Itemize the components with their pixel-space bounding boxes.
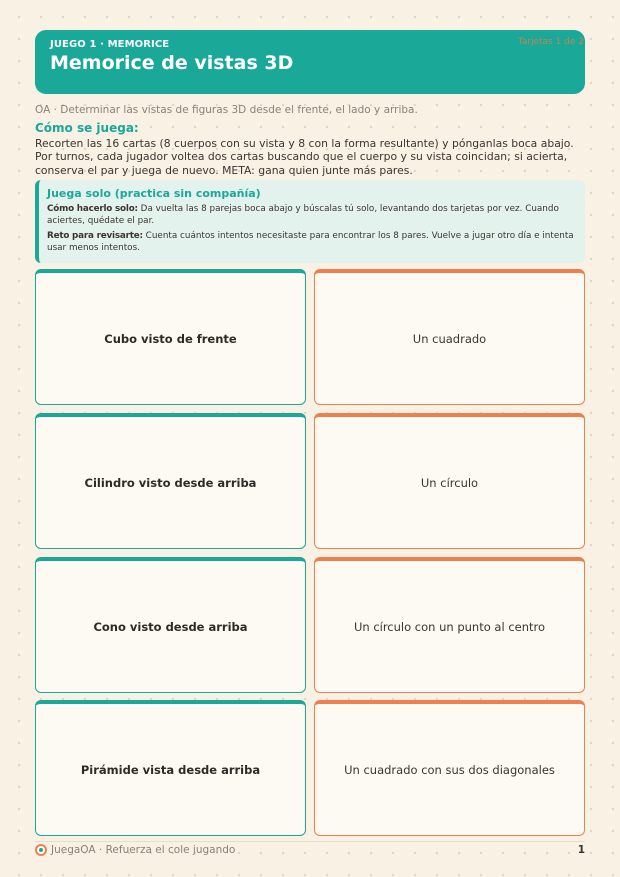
solo-challenge-row bbox=[47, 230, 577, 254]
view-card-circle[interactable] bbox=[314, 413, 585, 549]
card-label: Un cuadrado bbox=[412, 331, 487, 346]
page-title: Memorice de vistas 3D bbox=[50, 52, 294, 74]
view-card-square[interactable] bbox=[314, 269, 585, 405]
solo-how-row bbox=[47, 203, 577, 227]
body-card-pyramid[interactable] bbox=[35, 700, 306, 836]
howto-text: Recorten las 16 cartas (8 cuerpos con su vista y 8 con la forma resultante) y pónganlas boca abajo. Por turnos, cada jugador voltea dos cartas buscando que el cuerpo y su vista coincidan; si acierta, conserva el par y juega de nuevo. META: gana quien junte más pares. bbox=[35, 137, 574, 177]
howto-title: Cómo se juega: bbox=[35, 121, 139, 135]
card-label: Un cuadrado con sus dos diagonales bbox=[344, 762, 555, 777]
game-label: JUEGO 1 · MEMORICE bbox=[50, 39, 170, 50]
solo-how-label: Cómo hacerlo solo: bbox=[47, 204, 138, 214]
footer-divider bbox=[35, 841, 585, 842]
page-tag: Tarjetas 1 de 2 bbox=[517, 37, 584, 47]
card-label: Un círculo con un punto al centro bbox=[353, 619, 546, 634]
solo-play-box bbox=[35, 180, 585, 263]
game-header bbox=[35, 30, 585, 94]
body-card-cylinder[interactable] bbox=[35, 413, 306, 549]
card-label: Cubo visto de frente bbox=[104, 331, 237, 346]
solo-challenge-text: Cuenta cuántos intentos necesitaste para encontrar los 8 pares. Vuelve a jugar otro día e intenta usar menos intentos. bbox=[47, 231, 574, 253]
solo-how-text: Da vuelta las 8 parejas boca abajo y búscalas tú solo, levantando dos tarjetas por vez. Cuando aciertes, quédate el par. bbox=[47, 204, 559, 226]
footer-brand: JuegaOA · Refuerza el cole jugando bbox=[51, 844, 236, 856]
body-card-cube[interactable] bbox=[35, 269, 306, 405]
view-card-circle-dot[interactable] bbox=[314, 557, 585, 693]
learning-objective: OA · Determinar las vistas de figuras 3D desde el frente, el lado y arriba. bbox=[35, 104, 418, 116]
solo-title: Juega solo (practica sin compañía) bbox=[47, 187, 261, 200]
view-card-square-diagonals[interactable] bbox=[314, 700, 585, 836]
card-label: Cono visto desde arriba bbox=[93, 619, 248, 634]
card-label: Pirámide vista desde arriba bbox=[80, 762, 261, 777]
card-label: Cilindro visto desde arriba bbox=[84, 475, 257, 490]
brand-logo-icon bbox=[35, 844, 47, 856]
card-label: Un círculo bbox=[420, 475, 479, 490]
body-card-cone[interactable] bbox=[35, 557, 306, 693]
page-number: 1 bbox=[577, 844, 585, 856]
solo-challenge-label: Reto para revisarte: bbox=[47, 231, 143, 241]
